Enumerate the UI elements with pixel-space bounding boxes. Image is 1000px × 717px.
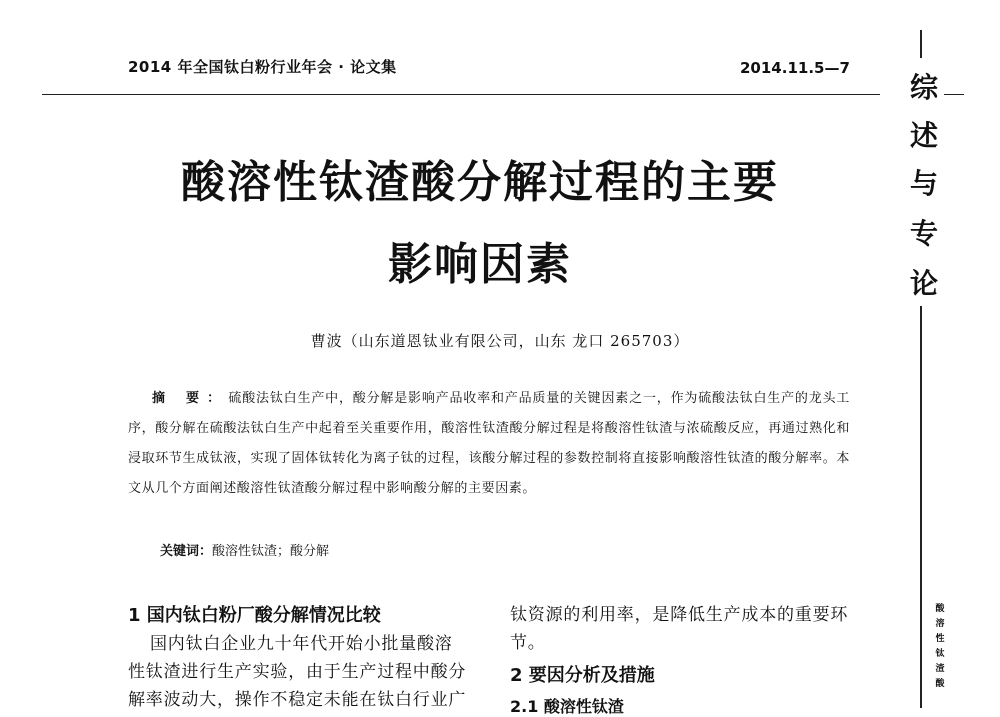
header-rule [42,94,880,95]
right-body-line-2: 节。 [510,633,546,653]
section-2-1-heading: 2.1 酸溶性钛渣 [510,697,624,716]
header-rule-extension [944,94,964,95]
abstract-text: 硫酸法钛白生产中，酸分解是影响产品收率和产品质量的关键因素之一，作为硫酸法钛白生产的龙头工序，酸分解在硫酸法钛白生产中起着至关重要作用，酸溶性钛渣酸分解过程是将酸溶性钛渣与浓硫酸反应，再通过熟化和浸取环节生成钛液，实现了固体钛转化为离子钛的过程，该酸分解过程的参数控制将直接影响酸溶性钛渣的酸分解率。本文从几个方面阐述酸溶性钛渣酸分解过程中影响酸分解的主要因素。 [128,391,850,496]
keywords [160,540,329,559]
abstract [128,384,850,504]
section-1-heading: 1 国内钛白粉厂酸分解情况比较 [128,605,381,626]
section-2-heading: 2 要因分析及措施 [510,665,655,686]
right-body-line-1: 钛资源的利用率，是降低生产成本的重要环 [510,605,849,625]
keywords-label: 关键词： [160,544,213,559]
side-char-3: 与 [909,167,938,200]
side-char-5: 论 [909,267,938,300]
body-line-2: 性钛渣进行生产实验，由于生产过程中酸分 [128,662,467,682]
article-title-line-2: 影响因素 [388,239,572,290]
body-line-1: 国内钛白企业九十年代开始小批量酸溶 [150,634,453,654]
side-running-title: 酸 溶 性 钛 渣 酸 [935,604,945,689]
side-char-4: 专 [909,217,938,250]
body-line-3: 解率波动大，操作不稳定未能在钛白行业广 [128,690,467,710]
article-title-line-1: 酸溶性钛渣酸分解过程的主要 [181,157,779,208]
side-vertical-line [920,306,922,708]
author-affiliation: 曹波（山东道恩钛业有限公司，山东 龙口 265703） [310,332,690,350]
abstract-label: 摘 要： [152,391,229,406]
keywords-text: 酸溶性钛渣；酸分解 [212,544,330,559]
side-vertical-line-top [920,30,922,58]
side-char-2: 述 [909,119,938,152]
journal-header: 2014 年全国钛白粉行业年会 · 论文集 [128,58,397,76]
side-char-1: 综 [909,71,938,104]
page-range: 2014.11.5—7 [740,59,850,77]
